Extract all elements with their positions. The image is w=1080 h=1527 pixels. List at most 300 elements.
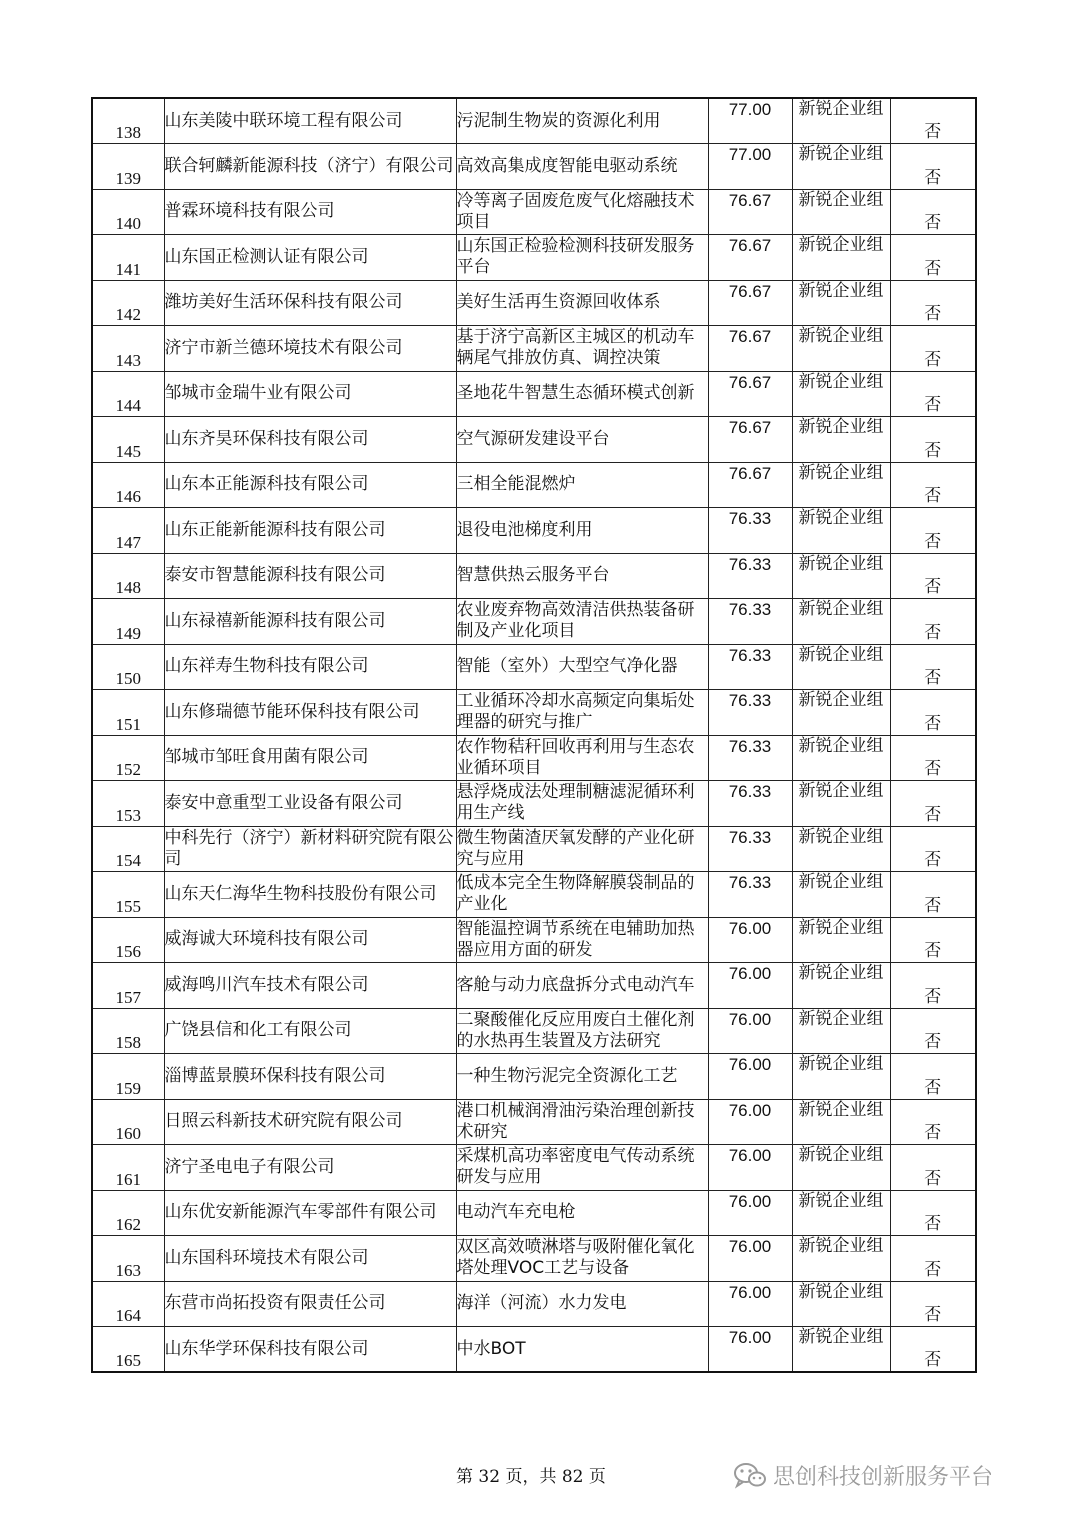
flag: 否 <box>924 1032 942 1052</box>
row-number-cell <box>92 644 164 690</box>
company-name-cell <box>164 1281 456 1327</box>
flag: 否 <box>924 167 942 188</box>
project-name: 智慧供热云服务平台 <box>456 565 610 586</box>
score-cell <box>708 644 792 690</box>
row-number-cell <box>92 1281 164 1327</box>
score: 76.00 <box>728 918 772 938</box>
group: 新锐企业组 <box>798 963 884 983</box>
row-number-cell <box>92 1099 164 1145</box>
company-name: 山东国科环境技术有限公司 <box>164 1247 369 1268</box>
table-row <box>92 371 976 417</box>
flag-cell <box>890 826 976 872</box>
row-number: 145 <box>115 441 141 461</box>
score: 76.00 <box>728 1009 772 1029</box>
row-number: 153 <box>115 805 141 825</box>
company-name: 山东修瑞德节能环保科技有限公司 <box>164 701 420 722</box>
company-name-cell <box>164 917 456 963</box>
row-number: 150 <box>115 669 141 688</box>
flag: 否 <box>924 122 942 142</box>
table-row <box>92 462 976 508</box>
score-cell <box>708 781 792 827</box>
flag: 否 <box>924 895 942 916</box>
flag: 否 <box>924 1123 942 1143</box>
score-cell <box>708 235 792 281</box>
row-number: 149 <box>115 623 141 643</box>
project-name: 低成本完全生物降解膜袋制品的产业化 <box>456 873 695 915</box>
results-table-container <box>91 97 975 1373</box>
score-cell <box>708 963 792 1009</box>
project-name-cell <box>456 1145 708 1191</box>
company-name: 山东优安新能源汽车零部件有限公司 <box>164 1202 437 1223</box>
score: 76.00 <box>728 1055 772 1074</box>
score-cell <box>708 872 792 918</box>
project-name: 悬浮烧成法处理制糖滤泥循环利用生产线 <box>456 782 695 824</box>
group: 新锐企业组 <box>798 1008 884 1029</box>
score: 77.00 <box>728 100 772 119</box>
project-name-cell <box>456 417 708 463</box>
project-name-cell <box>456 326 708 372</box>
project-name-cell <box>456 144 708 190</box>
score: 76.33 <box>728 600 772 619</box>
company-name-cell <box>164 326 456 372</box>
project-name: 冷等离子固废危废气化熔融技术项目 <box>456 190 695 232</box>
flag: 否 <box>924 1077 942 1098</box>
score: 76.67 <box>728 327 772 346</box>
group-cell <box>792 963 890 1009</box>
company-name: 山东天仁海华生物科技股份有限公司 <box>164 883 437 904</box>
row-number: 154 <box>115 851 141 870</box>
project-name-cell <box>456 826 708 872</box>
company-name-cell <box>164 1145 456 1191</box>
company-name-cell <box>164 462 456 508</box>
row-number-cell <box>92 826 164 872</box>
company-name-cell <box>164 1099 456 1145</box>
score-cell <box>708 826 792 872</box>
flag-cell <box>890 781 976 827</box>
company-name-cell <box>164 599 456 645</box>
company-name: 普霖环境科技有限公司 <box>164 201 335 222</box>
company-name: 广饶县信和化工有限公司 <box>164 1020 352 1041</box>
company-name-cell <box>164 1190 456 1236</box>
row-number: 151 <box>115 714 141 734</box>
company-name-cell <box>164 826 456 872</box>
project-name: 山东国正检验检测科技研发服务平台 <box>456 236 695 278</box>
score-cell <box>708 1327 792 1373</box>
flag: 否 <box>924 349 942 370</box>
company-name: 山东祥寿生物科技有限公司 <box>164 656 369 677</box>
score-cell <box>708 1008 792 1054</box>
row-number: 164 <box>115 1306 141 1325</box>
table-row <box>92 553 976 599</box>
project-name: 双区高效喷淋塔与吸附催化氧化塔处理VOC工艺与设备 <box>456 1237 695 1279</box>
group: 新锐企业组 <box>798 735 884 756</box>
score: 76.67 <box>728 190 772 210</box>
score-cell <box>708 98 792 144</box>
flag: 否 <box>924 759 942 779</box>
row-number: 165 <box>115 1351 141 1370</box>
flag-cell <box>890 963 976 1009</box>
score-cell <box>708 599 792 645</box>
project-name-cell <box>456 690 708 736</box>
row-number: 161 <box>115 1169 141 1189</box>
group: 新锐企业组 <box>798 462 884 483</box>
project-name-cell <box>456 1281 708 1327</box>
company-name-cell <box>164 144 456 190</box>
project-name-cell <box>456 872 708 918</box>
group-cell <box>792 417 890 463</box>
score: 76.33 <box>728 782 772 801</box>
row-number: 157 <box>115 987 141 1007</box>
group: 新锐企业组 <box>798 599 884 619</box>
score-cell <box>708 1145 792 1191</box>
group: 新锐企业组 <box>798 872 884 892</box>
project-name-cell <box>456 1008 708 1054</box>
table-row <box>92 1054 976 1100</box>
score: 76.67 <box>728 463 772 483</box>
watermark-text: 思创科技创新服务平台 <box>773 1465 994 1490</box>
group-cell <box>792 599 890 645</box>
score-cell <box>708 1054 792 1100</box>
row-number-cell <box>92 462 164 508</box>
row-number-cell <box>92 735 164 781</box>
row-number: 140 <box>115 214 141 233</box>
project-name-cell <box>456 963 708 1009</box>
score: 76.67 <box>728 281 772 301</box>
group-cell <box>792 644 890 690</box>
score: 76.67 <box>728 236 772 255</box>
group: 新锐企业组 <box>798 1281 884 1302</box>
row-number-cell <box>92 599 164 645</box>
group: 新锐企业组 <box>798 144 884 164</box>
score-cell <box>708 917 792 963</box>
group-cell <box>792 1099 890 1145</box>
company-name: 中科先行（济宁）新材料研究院有限公司 <box>164 827 454 869</box>
group-cell <box>792 826 890 872</box>
group-cell <box>792 917 890 963</box>
project-name: 智能温控调节系统在电辅助加热器应用方面的研发 <box>456 918 695 960</box>
table-row <box>92 644 976 690</box>
group-cell <box>792 371 890 417</box>
group-cell <box>792 280 890 326</box>
row-number-cell <box>92 1327 164 1373</box>
company-name-cell <box>164 417 456 463</box>
project-name-cell <box>456 1190 708 1236</box>
flag-cell <box>890 917 976 963</box>
project-name-cell <box>456 599 708 645</box>
row-number-cell <box>92 1145 164 1191</box>
score-cell <box>708 326 792 372</box>
project-name-cell <box>456 1054 708 1100</box>
project-name: 农业废弃物高效清洁供热装备研制及产业化项目 <box>456 600 695 642</box>
flag-cell <box>890 1190 976 1236</box>
project-name-cell <box>456 553 708 599</box>
flag: 否 <box>924 804 942 825</box>
score-cell <box>708 1190 792 1236</box>
company-name-cell <box>164 1327 456 1373</box>
group: 新锐企业组 <box>798 690 884 710</box>
table-row <box>92 872 976 918</box>
company-name-cell <box>164 735 456 781</box>
company-name-cell <box>164 508 456 554</box>
group: 新锐企业组 <box>798 553 884 574</box>
score: 76.67 <box>728 418 772 437</box>
score: 76.00 <box>728 1146 772 1165</box>
flag: 否 <box>924 1350 942 1370</box>
row-number-cell <box>92 280 164 326</box>
table-row <box>92 1281 976 1327</box>
row-number-cell <box>92 917 164 963</box>
row-number: 160 <box>115 1124 141 1143</box>
project-name: 退役电池梯度利用 <box>456 519 593 540</box>
score-cell <box>708 1236 792 1282</box>
flag: 否 <box>924 1214 942 1234</box>
project-name: 海洋（河流）水力发电 <box>456 1293 627 1314</box>
group-cell <box>792 189 890 235</box>
group: 新锐企业组 <box>798 1099 884 1120</box>
flag: 否 <box>924 850 942 870</box>
group-cell <box>792 1327 890 1373</box>
flag-cell <box>890 508 976 554</box>
row-number-cell <box>92 371 164 417</box>
project-name: 圣地花牛智慧生态循环模式创新 <box>456 383 695 404</box>
table-row <box>92 599 976 645</box>
project-name-cell <box>456 644 708 690</box>
flag: 否 <box>924 1305 942 1325</box>
table-row <box>92 1145 976 1191</box>
project-name-cell <box>456 235 708 281</box>
company-name-cell <box>164 872 456 918</box>
group: 新锐企业组 <box>798 826 884 847</box>
company-name: 山东正能新能源科技有限公司 <box>164 519 386 540</box>
row-number: 138 <box>115 123 141 142</box>
company-name-cell <box>164 1008 456 1054</box>
company-name: 邹城市金瑞牛业有限公司 <box>164 383 352 404</box>
project-name: 美好生活再生资源回收体系 <box>456 292 661 313</box>
row-number: 156 <box>115 942 141 961</box>
row-number-cell <box>92 1054 164 1100</box>
table-row <box>92 917 976 963</box>
results-table <box>91 97 977 1373</box>
score-cell <box>708 1281 792 1327</box>
flag-cell <box>890 690 976 736</box>
company-name: 济宁圣电电子有限公司 <box>164 1156 335 1177</box>
score: 76.67 <box>728 372 772 392</box>
flag-cell <box>890 462 976 508</box>
table-row <box>92 963 976 1009</box>
score-cell <box>708 462 792 508</box>
project-name-cell <box>456 781 708 827</box>
project-name: 采煤机高功率密度电气传动系统研发与应用 <box>456 1146 695 1188</box>
group-cell <box>792 690 890 736</box>
table-row <box>92 417 976 463</box>
company-name-cell <box>164 1236 456 1282</box>
company-name: 济宁市新兰德环境技术有限公司 <box>164 337 403 358</box>
company-name: 淄博蓝景膜环保科技有限公司 <box>164 1065 386 1086</box>
table-row <box>92 1190 976 1236</box>
score-cell <box>708 1099 792 1145</box>
flag: 否 <box>924 440 942 461</box>
company-name-cell <box>164 644 456 690</box>
row-number-cell <box>92 144 164 190</box>
row-number-cell <box>92 98 164 144</box>
project-name-cell <box>456 1099 708 1145</box>
company-name-cell <box>164 189 456 235</box>
group: 新锐企业组 <box>798 1236 884 1256</box>
group-cell <box>792 1145 890 1191</box>
row-number: 159 <box>115 1078 141 1098</box>
group-cell <box>792 1190 890 1236</box>
project-name: 电动汽车充电枪 <box>456 1202 576 1223</box>
company-name: 山东国正检测认证有限公司 <box>164 246 369 267</box>
flag: 否 <box>924 1168 942 1189</box>
project-name: 农作物秸秆回收再利用与生态农业循环项目 <box>456 736 695 778</box>
project-name: 微生物菌渣厌氧发酵的产业化研究与应用 <box>456 827 695 869</box>
group-cell <box>792 98 890 144</box>
project-name: 高效高集成度智能电驱动系统 <box>456 155 678 176</box>
group-cell <box>792 872 890 918</box>
flag: 否 <box>924 1259 942 1280</box>
project-name: 二聚酸催化反应用废白土催化剂的水热再生装置及方法研究 <box>456 1009 695 1051</box>
project-name: 港口机械润滑油污染治理创新技术研究 <box>456 1100 695 1142</box>
group: 新锐企业组 <box>798 326 884 346</box>
row-number: 147 <box>115 532 141 552</box>
wechat-icon <box>733 1462 767 1490</box>
table-row <box>92 508 976 554</box>
row-number-cell <box>92 189 164 235</box>
group-cell <box>792 235 890 281</box>
flag-cell <box>890 1099 976 1145</box>
score: 76.33 <box>728 827 772 847</box>
row-number: 146 <box>115 487 141 506</box>
group-cell <box>792 553 890 599</box>
score: 76.33 <box>728 645 772 665</box>
score-cell <box>708 189 792 235</box>
flag-cell <box>890 1054 976 1100</box>
row-number-cell <box>92 872 164 918</box>
flag-cell <box>890 644 976 690</box>
group: 新锐企业组 <box>798 917 884 938</box>
group: 新锐企业组 <box>798 280 884 301</box>
score: 76.33 <box>728 554 772 574</box>
flag-cell <box>890 417 976 463</box>
company-name-cell <box>164 553 456 599</box>
project-name-cell <box>456 189 708 235</box>
page-number: 第 32 页，共 82 页 <box>456 1467 606 1487</box>
flag: 否 <box>924 577 942 597</box>
company-name-cell <box>164 690 456 736</box>
score-cell <box>708 508 792 554</box>
score-cell <box>708 735 792 781</box>
project-name: 基于济宁高新区主城区的机动车辆尾气排放仿真、调控决策 <box>456 327 695 369</box>
project-name-cell <box>456 508 708 554</box>
project-name: 一种生物污泥完全资源化工艺 <box>456 1065 678 1086</box>
watermark <box>733 1460 993 1491</box>
row-number-cell <box>92 508 164 554</box>
group-cell <box>792 1236 890 1282</box>
table-row <box>92 144 976 190</box>
company-name: 泰安中意重型工业设备有限公司 <box>164 792 403 813</box>
project-name-cell <box>456 371 708 417</box>
flag: 否 <box>924 486 942 506</box>
table-row <box>92 189 976 235</box>
score: 76.00 <box>728 1282 772 1302</box>
row-number-cell <box>92 326 164 372</box>
row-number: 144 <box>115 396 141 415</box>
table-row <box>92 690 976 736</box>
row-number-cell <box>92 690 164 736</box>
company-name-cell <box>164 371 456 417</box>
group-cell <box>792 144 890 190</box>
score-cell <box>708 144 792 190</box>
row-number: 163 <box>115 1260 141 1280</box>
score: 77.00 <box>728 145 772 164</box>
project-name: 三相全能混燃炉 <box>456 474 576 495</box>
row-number: 141 <box>115 259 141 279</box>
row-number-cell <box>92 235 164 281</box>
row-number-cell <box>92 781 164 827</box>
score: 76.00 <box>728 1237 772 1256</box>
row-number: 142 <box>115 305 141 324</box>
table-row <box>92 326 976 372</box>
company-name: 威海鸣川汽车技术有限公司 <box>164 974 369 995</box>
table-row <box>92 735 976 781</box>
row-number-cell <box>92 1008 164 1054</box>
row-number-cell <box>92 1236 164 1282</box>
project-name: 空气源研发建设平台 <box>456 428 610 449</box>
flag-cell <box>890 1008 976 1054</box>
company-name-cell <box>164 963 456 1009</box>
group: 新锐企业组 <box>798 1327 884 1347</box>
flag: 否 <box>924 941 942 961</box>
row-number: 143 <box>115 350 141 370</box>
group: 新锐企业组 <box>798 417 884 437</box>
group: 新锐企业组 <box>798 1145 884 1165</box>
flag-cell <box>890 1145 976 1191</box>
company-name-cell <box>164 235 456 281</box>
company-name: 山东本正能源科技有限公司 <box>164 474 369 495</box>
table-row <box>92 1008 976 1054</box>
results-table-body <box>92 98 976 1372</box>
group-cell <box>792 1008 890 1054</box>
project-name: 中水BOT <box>456 1338 526 1359</box>
flag-cell <box>890 1236 976 1282</box>
company-name: 山东美陵中联环境工程有限公司 <box>164 110 403 131</box>
project-name: 客舱与动力底盘拆分式电动汽车 <box>456 974 695 995</box>
company-name: 威海诚大环境科技有限公司 <box>164 929 369 950</box>
group: 新锐企业组 <box>798 781 884 801</box>
score-cell <box>708 280 792 326</box>
table-row <box>92 280 976 326</box>
flag-cell <box>890 189 976 235</box>
group: 新锐企业组 <box>798 1190 884 1211</box>
company-name: 联合轲麟新能源科技（济宁）有限公司 <box>164 155 454 176</box>
flag-cell <box>890 144 976 190</box>
company-name-cell <box>164 280 456 326</box>
score: 76.33 <box>728 873 772 892</box>
project-name-cell <box>456 1327 708 1373</box>
score-cell <box>708 371 792 417</box>
group-cell <box>792 781 890 827</box>
table-row <box>92 781 976 827</box>
company-name: 东营市尚拓投资有限责任公司 <box>164 1293 386 1314</box>
table-row <box>92 1099 976 1145</box>
row-number-cell <box>92 963 164 1009</box>
group-cell <box>792 735 890 781</box>
flag-cell <box>890 235 976 281</box>
score: 76.00 <box>728 1191 772 1211</box>
project-name-cell <box>456 280 708 326</box>
flag: 否 <box>924 213 942 233</box>
